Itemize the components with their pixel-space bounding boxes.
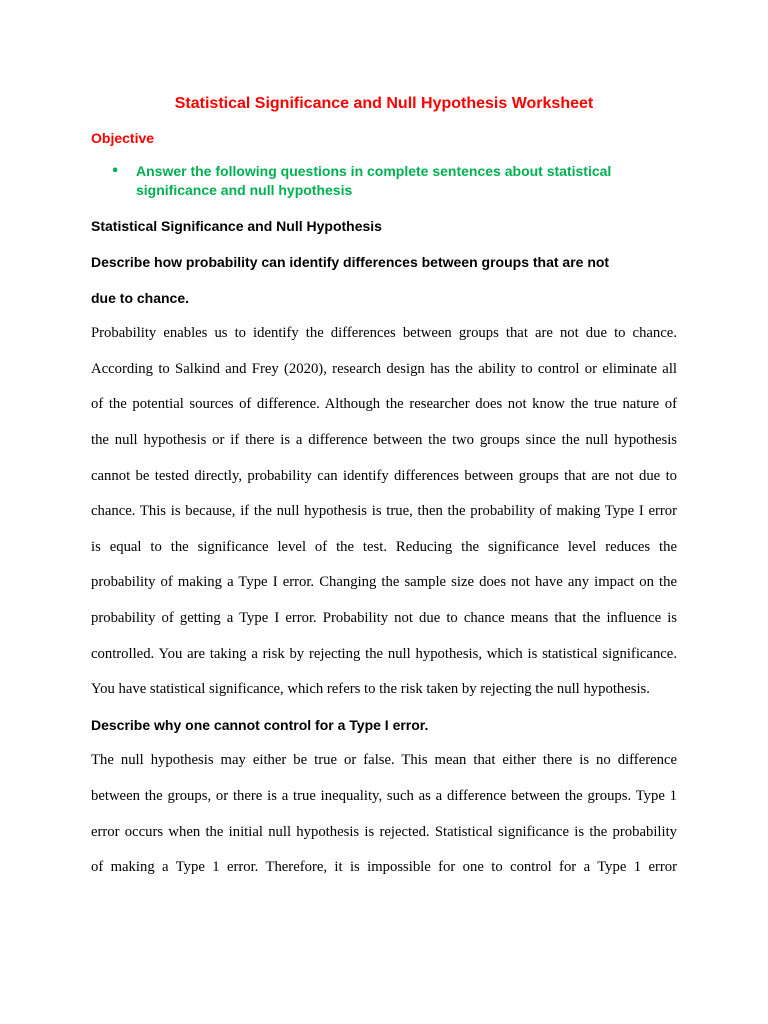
answer-1-line: probability of making a Type I error. Changing the sample size does not have any impact on the bbox=[91, 574, 677, 591]
answer-1-line: Probability enables us to identify the differences between groups that are not due to chance. bbox=[91, 325, 677, 342]
answer-1-line: is equal to the significance level of the test. Reducing the significance level reduces the bbox=[91, 538, 677, 555]
answer-2-line: of making a Type 1 error. Therefore, it is impossible for one to control for a Type 1 error bbox=[91, 859, 677, 876]
question-1-line-2: due to chance. bbox=[91, 289, 190, 306]
objective-bullet-text: Answer the following questions in complete sentences about statistical significance and null hypothesis bbox=[136, 163, 612, 198]
objective-bullet-item bbox=[91, 162, 677, 200]
question-1 bbox=[91, 245, 677, 316]
answer-1 bbox=[91, 316, 677, 708]
answer-1-line: probability of getting a Type I error. Probability not due to chance means that the influence is bbox=[91, 609, 677, 626]
answer-2-line: between the groups, or there is a true inequality, such as a difference between the groups. Type 1 bbox=[91, 787, 677, 804]
answer-1-line: cannot be tested directly, probability can identify differences between groups that are not due to bbox=[91, 467, 677, 484]
answer-1-line: chance. This is because, if the null hypothesis is true, then the probability of making Type I error bbox=[91, 503, 677, 520]
answer-2 bbox=[91, 743, 677, 885]
document-title: Statistical Significance and Null Hypothesis Worksheet bbox=[174, 95, 594, 112]
question-1-line-1: Describe how probability can identify differences between groups that are not bbox=[91, 254, 610, 270]
answer-1-line: According to Salkind and Frey (2020), research design has the ability to control or eliminate all bbox=[91, 360, 677, 377]
objective-list bbox=[91, 162, 677, 200]
answer-1-line: You have statistical significance, which refers to the risk taken by rejecting the null hypothesis. bbox=[91, 681, 650, 698]
section-heading: Statistical Significance and Null Hypothesis bbox=[91, 218, 382, 234]
answer-1-line: the null hypothesis or if there is a difference between the two groups since the null hypothesis bbox=[91, 431, 677, 448]
answer-1-line: of the potential sources of difference. Although the researcher does not know the true nature of bbox=[91, 396, 677, 413]
answer-2-line: error occurs when the initial null hypothesis is rejected. Statistical significance is the probability bbox=[91, 823, 677, 840]
answer-1-line: controlled. You are taking a risk by rejecting the null hypothesis, which is statistical significance. bbox=[91, 645, 677, 662]
question-2: Describe why one cannot control for a Type I error. bbox=[91, 716, 429, 733]
document-content bbox=[91, 92, 677, 886]
objective-label: Objective bbox=[91, 130, 155, 146]
bullet-icon: • bbox=[111, 164, 120, 179]
answer-2-line: The null hypothesis may either be true or false. This mean that either there is no difference bbox=[91, 752, 677, 769]
